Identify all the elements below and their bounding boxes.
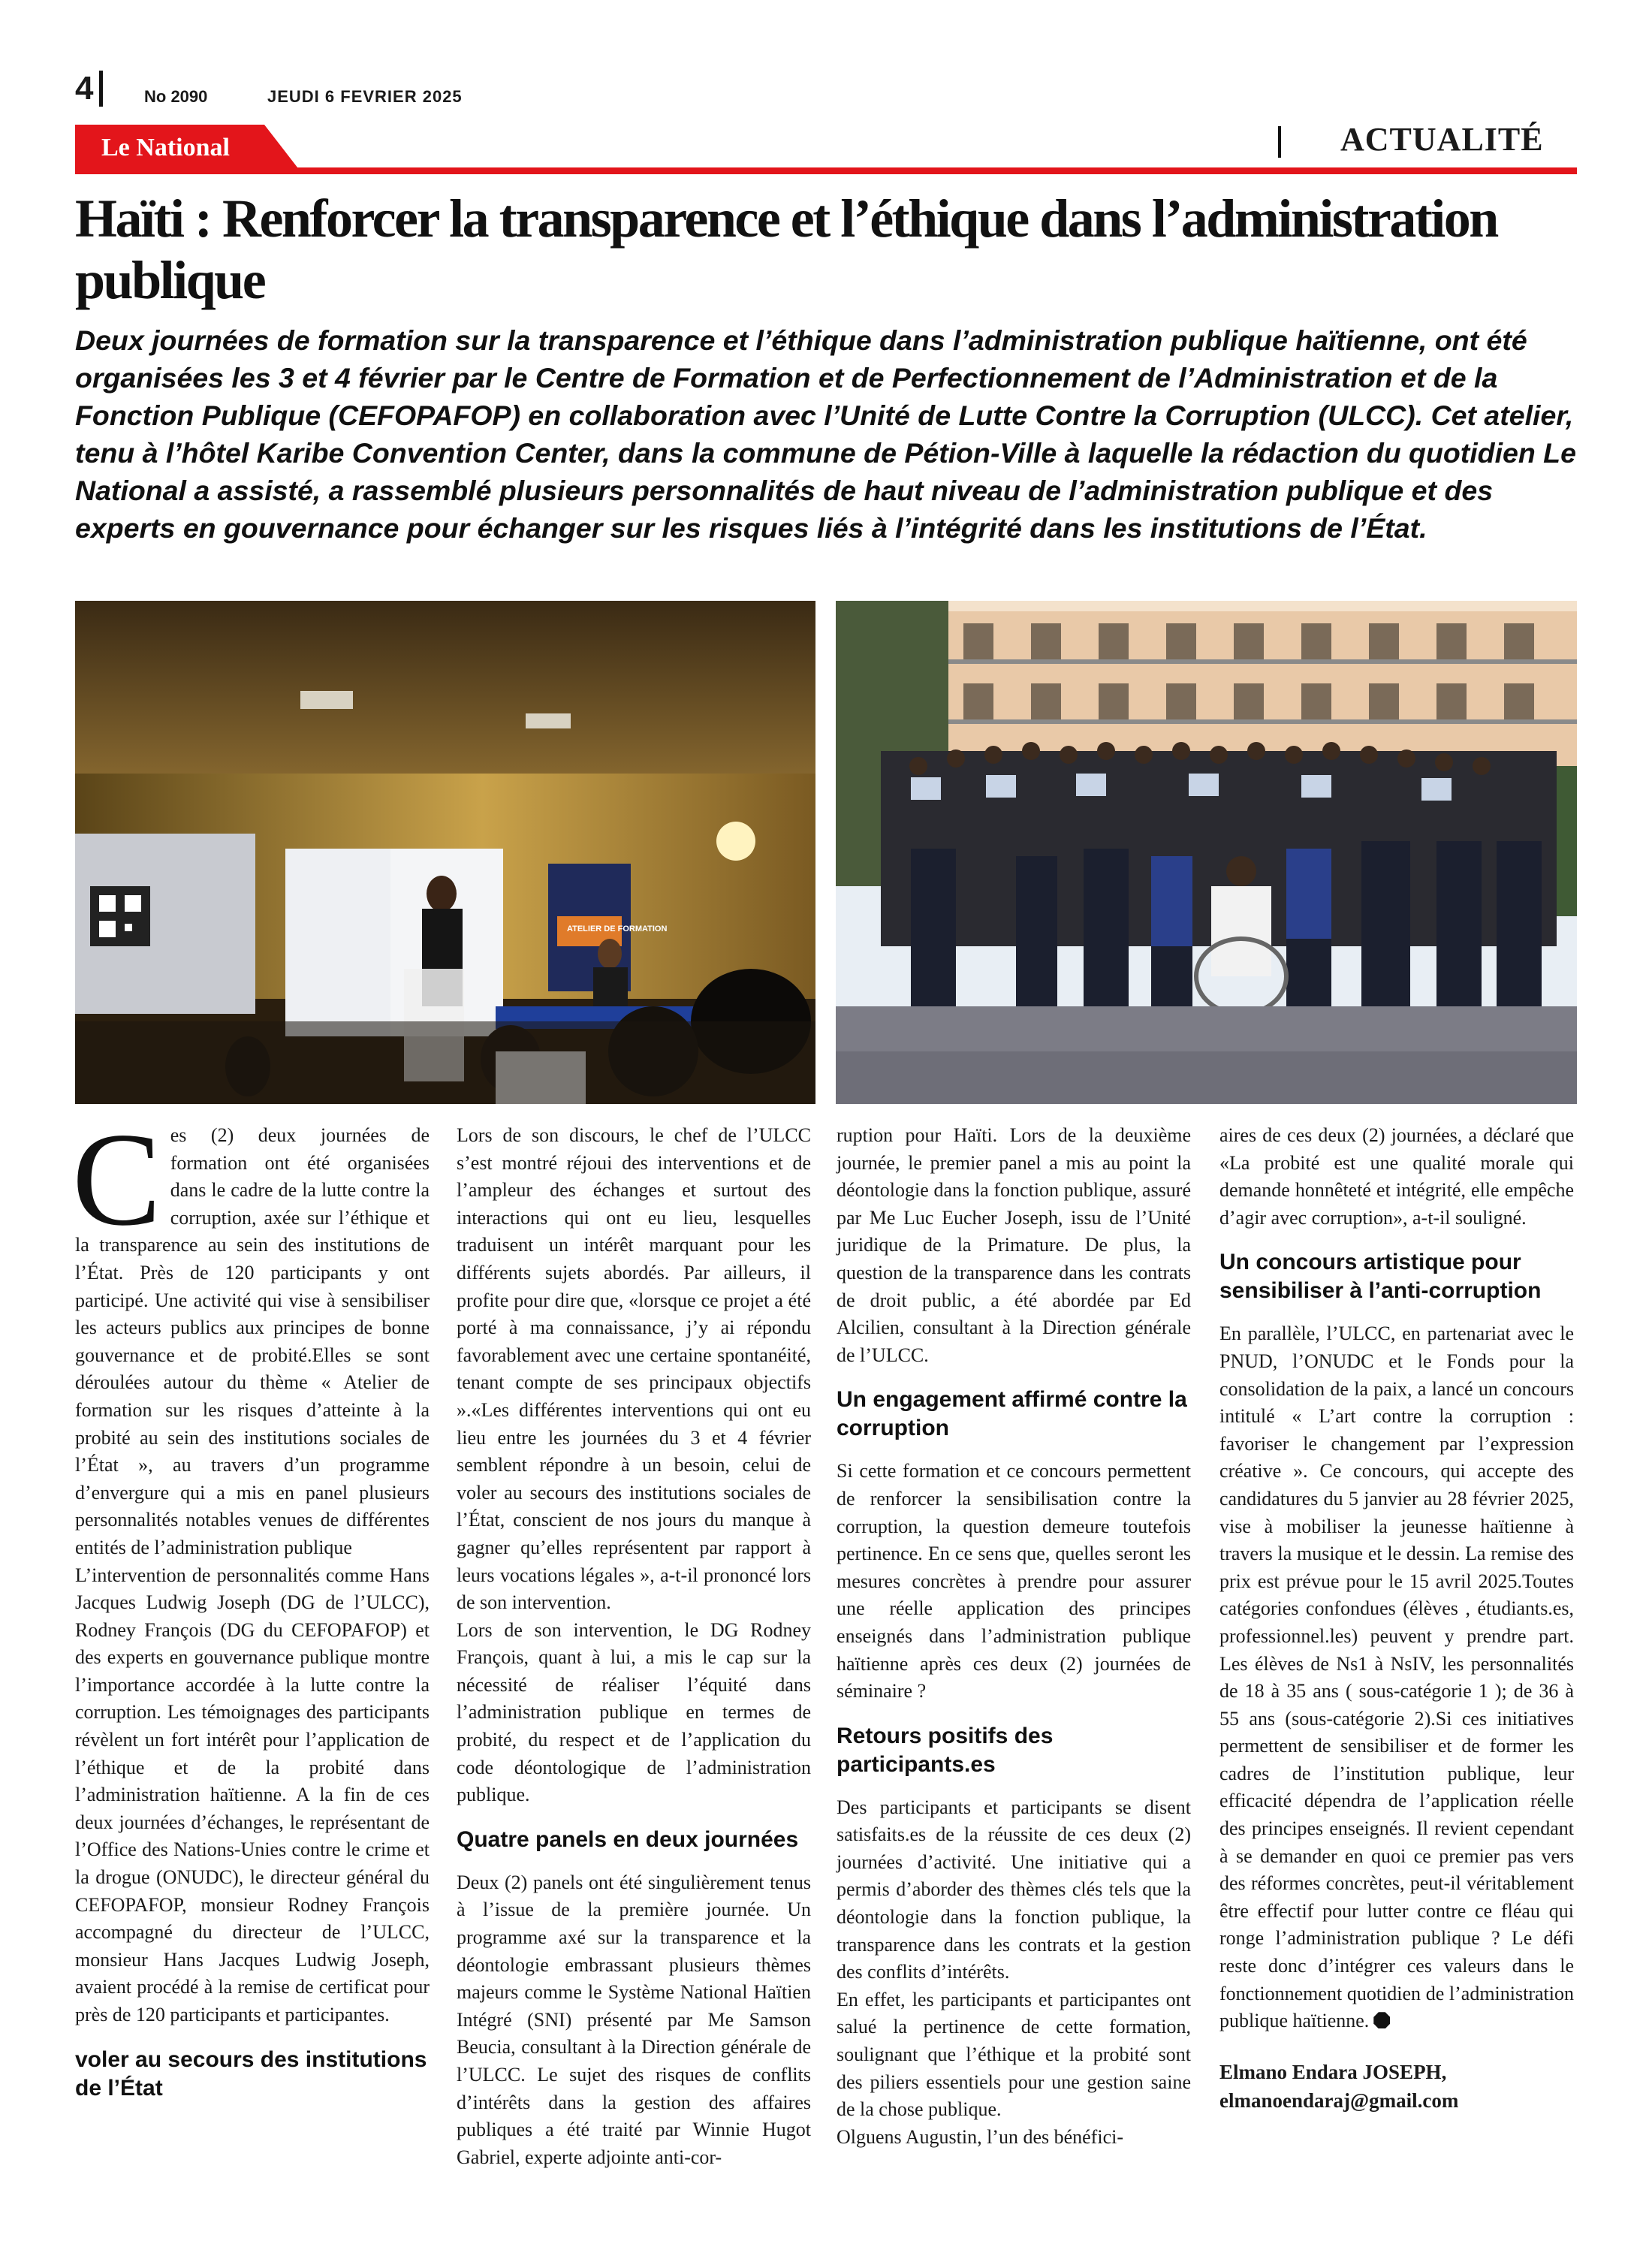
- author-name: Elmano Endara JOSEPH,: [1219, 2060, 1447, 2083]
- article-standfirst: Deux journées de formation sur la transparence et l’éthique dans l’administration publique haïtienne, ont été organisées les 3 et 4 février par le Centre de Formation et de Perfectionnement de l’Administration et de la Fonction Publique (CEFOPAFOP) en collaboration avec l’Unité de Lutte Contre la Corruption (ULCC). Cet atelier, tenu à l’hôtel Karibe Convention Center, dans la commune de Pétion-Ville à laquelle la rédaction du quotidien Le National a assisté, a rassemblé plusieurs personnalités de haut niveau de l’administration publique et des experts en gouvernance pour échanger sur les risques liés à l’intégrité dans les institutions de l’État.: [75, 324, 1576, 544]
- column-2: [457, 1122, 811, 2171]
- section-divider: [1278, 126, 1281, 158]
- page-number-divider: [99, 71, 103, 107]
- end-mark-icon: [1373, 2012, 1390, 2028]
- section-label: ACTUALITÉ: [1340, 121, 1544, 158]
- article-paragraph: Deux (2) panels ont été singulièrement tenus à l’issue de la première journée. Un programme axé sur la transparence et la déontologie embrassant plusieurs thèmes majeurs comme le Système National Haïtien Intégré (SNI) présenté par Me Samson Beucia, consultant à la Direction générale de l’ULCC. Le sujet des risques de conflits d’intérêts dans la gestion des affaires publiques a été traité par Winnie Hugot Gabriel, experte adjointe anti-cor-: [457, 1871, 811, 2168]
- subheading: voler au secours des institutions de l’État: [75, 2046, 427, 2101]
- subheading: Quatre panels en deux journées: [457, 1826, 799, 1852]
- drop-cap: C: [72, 1105, 161, 1253]
- header-rule: [75, 167, 1577, 174]
- article-paragraph: [72, 1105, 430, 1562]
- brand-name: Le National: [101, 134, 230, 161]
- article-paragraph: ruption pour Haïti. Lors de la deuxième journée, le premier panel a mis au point la déontologie dans la fonction publique, assuré par Me Luc Eucher Joseph, issu de l’Unité juridique de la Primature. De plus, la question de la transparence dans les contrats de droit public, a été abordée par Ed Alcilien, consultant à la Direction générale de l’ULCC.: [837, 1124, 1191, 1366]
- photo-group-participants: [836, 601, 1577, 1104]
- subheading: Un concours artistique pour sensibiliser à l’anti-corruption: [1219, 1250, 1542, 1304]
- byline: [1219, 2058, 1574, 2115]
- subheading: Un engagement affirmé contre la corruption: [837, 1387, 1187, 1441]
- article-paragraph: [1219, 1320, 1574, 2034]
- column-1: [72, 1105, 430, 2118]
- column-3: [837, 1122, 1191, 2151]
- author-email[interactable]: elmanoendaraj@gmail.com: [1219, 2089, 1459, 2112]
- article-paragraph: En effet, les participants et participantes ont salué la pertinence de cette formation, soulignant que l’éthique et la probité sont des piliers essentiels pour une gestion saine de la chose publique.: [837, 1988, 1191, 2121]
- banner-text: ATELIER DE FORMATION: [567, 924, 668, 933]
- column-4: [1219, 1122, 1574, 2115]
- article-paragraph: aires de ces deux (2) journées, a déclaré que «La probité est une qualité morale qui demande honnêteté et intégrité, elle empêche d’agir avec corruption», a-t-il souligné.: [1219, 1124, 1574, 1229]
- article-paragraph: Si cette formation et ce concours permettent de renforcer la sensibilisation contre la corruption, la question demeure toutefois pertinence. En ce sens que, quelles seront les mesures concrètes à prendre pour assurer une réelle application des principes enseignés dans l’administration publique haïtienne après ces deux (2) journées de séminaire ?: [837, 1460, 1191, 1703]
- paragraph-text: es (2) deux journées de formation ont été organisées dans le cadre de la lutte contre la corruption, axée sur l’éthique et la transparence au sein des institutions de l’État. Près de 120 participants y ont participé. Une activité qui vise à sensibiliser les acteurs publics aux principes de bonne gouvernance et de probité.Elles se sont déroulées autour du thème « Atelier de formation sur les risques d’atteinte à la probité au sein des institutions sociales de l’État », au travers d’un programme d’envergure qui a mis en panel plusieurs personnalités notables venues de différentes entités de l’administration publique: [75, 1124, 430, 1558]
- paragraph-text: En parallèle, l’ULCC, en partenariat avec le PNUD, l’ONUDC et le Fonds pour la consolidation de la paix, a lancé un concours intitulé « L’art contre la corruption : favoriser le changement par l’expression créative ». Ce concours, qui accepte des candidatures du 5 janvier au 28 février 2025, vise à mobiliser la jeunesse haïtienne à travers la musique et le dessin. La remise des prix est prévue pour le 15 avril 2025.Toutes catégories confondues (élèves , étudiants.es, professionnel.les) peuvent y prendre part. Les élèves de Ns1 à NsIV, les personnalités de 18 à 35 ans ( sous-catégorie 1 ); de 36 à 55 ans (sous-catégorie 2).Si ces initiatives permettent de sensibiliser et de former les cadres de l’institution publique, leur efficacité dépendra de l’application réelle des principes enseignés. Il revient cependant à se demander en quoi ce premier pas vers des réformes concrètes, peut-il véritablement être effectif pour lutter contre ce fléau qui ronge l’administration publique ? Le défi reste donc d’intégrer ces valeurs dans le fonctionnement quotidien de l’administration publique haïtienne.: [1219, 1323, 1574, 2032]
- page-number: 4: [75, 70, 94, 107]
- article-paragraph: L’intervention de personnalités comme Hans Jacques Ludwig Joseph (DG de l’ULCC), Rodney François (DG du CEFOPAFOP) et des experts en gouvernance publique montre l’importance accordée à la lutte contre la corruption. Les témoignages des participants révèlent un fort intérêt pour l’application de l’éthique et de la probité dans l’administration haïtienne. A la fin de ces deux journées d’échanges, le représentant de l’Office des Nations-Unies contre le crime et la drogue (ONUDC), le directeur général du CEFOPAFOP, monsieur Rodney François accompagné du directeur de l’ULCC, monsieur Hans Jacques Ludwig Joseph, avaient procédé à la remise de certificat pour près de 120 participants et participantes.: [75, 1564, 430, 2025]
- article-paragraph: Lors de son discours, le chef de l’ULCC s’est montré réjoui des interventions et de l’ampleur des échanges et surtout des interactions qui ont eu lieu, lesquelles traduisent un intérêt marquant pour les différents sujets abordés. Par ailleurs, il profite pour dire que, «lorsque ce projet a été porté à ma connaissance, j’y ai répondu favorablement avec une certaine spontanéité, tenant compte de ses principaux objectifs ».«Les différentes interventions qui ont eu lieu entre les journées du 3 et 4 février semblent répondre à un besoin, celui de voler au secours des institutions sociales de l’État, conscient de nos jours du manque à gagner qu’elles représentent par rapport à leurs vocations légales », a-t-il prononcé lors de son intervention.: [457, 1124, 811, 1614]
- article-paragraph: Des participants et participants se disent satisfaits.es de la réussite de ces deux (2) journées d’activité. Une initiative qui a permis d’aborder des thèmes clés tels que la déontologie dans la fonction publique, la transparence dans les contrats et la gestion des conflits d’intérêts.: [837, 1796, 1191, 1983]
- photo-conference-room: [75, 601, 815, 1104]
- article-paragraph: Lors de son intervention, le DG Rodney François, quant à lui, a mis le cap sur la nécessité de réaliser l’équité dans l’administration publique en termes de probité, du respect et de l’application du code déontologique de l’administration publique.: [457, 1618, 811, 1806]
- issue-date: JEUDI 6 FEVRIER 2025: [267, 87, 463, 106]
- article-paragraph: Olguens Augustin, l’un des bénéfici-: [837, 2125, 1123, 2148]
- article-title: Haïti : Renforcer la transparence et l’éthique dans l’administration publique: [75, 189, 1497, 310]
- subheading: Retours positifs des participants.es: [837, 1723, 1054, 1777]
- issue-number: No 2090: [144, 87, 208, 106]
